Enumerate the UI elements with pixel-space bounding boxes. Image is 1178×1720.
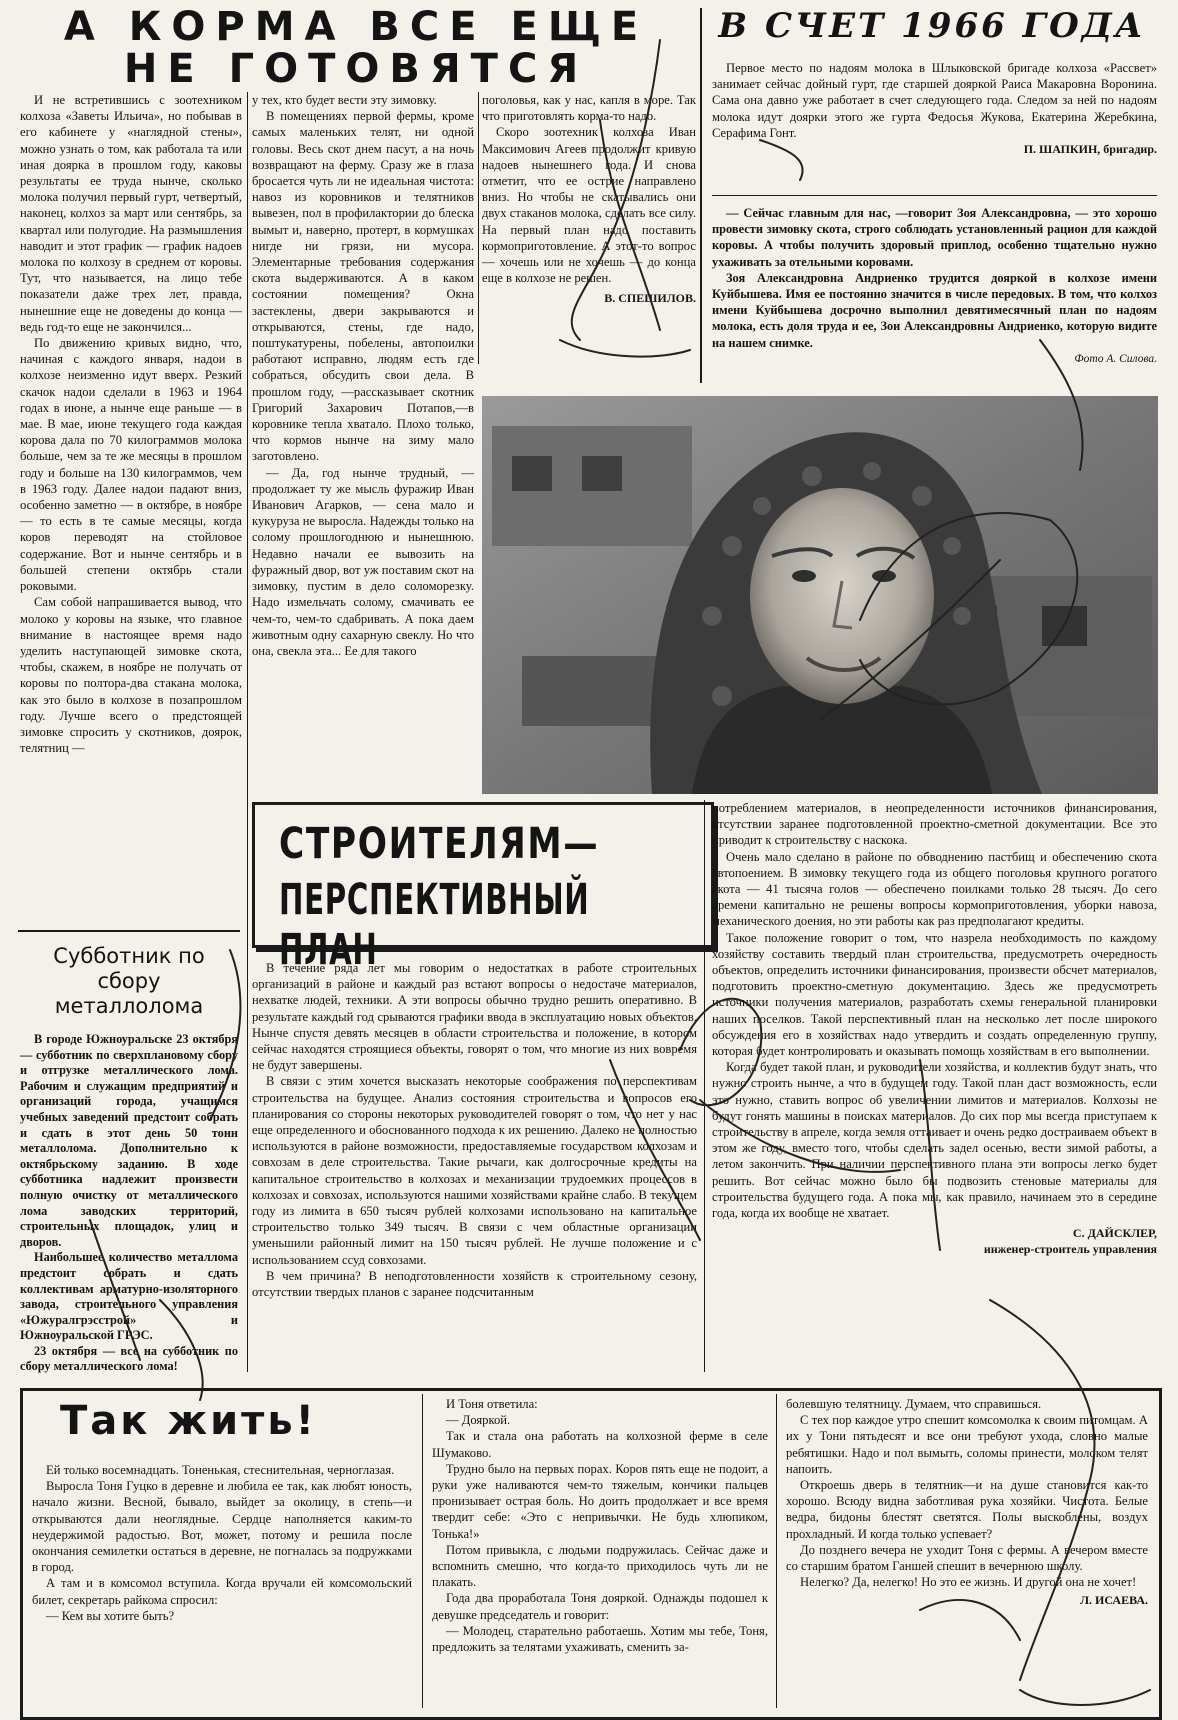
stroitelyam-headline-line2: ПЕРСПЕКТИВНЫЙ ПЛАН [279, 875, 590, 975]
column-rule [422, 1394, 423, 1708]
korma-headline [20, 6, 692, 90]
korma-column-1: И не встретившись с зоотехником колхоза «Заветы Ильича», но побывав в его кабинете у «наглядной стены», можно узнать о том, как работала та или иная доярка в прошлом году, каковы результаты ее труда нынче, сколько молока получил первый гурт, четвертый, наконец, колхоз за март или сентябрь, за квартал или полугодие. На размышления наводит и этот график — график надоев молока по колхозу в среднем от коровы. Тут, что называется, на лицо тебе показатели даже трех лет, правда, нынешние еще не доведены до конца — ведь год-то еще не закончился... По движению кривых видно, что, начиная с каждого января, надои в колхозе неизменно идут вверх. Резкий скачок надои сделали в 1963 и 1964 годах в июне, а нынче еще раньше — в мае. В мае, июне текущего года каждая корова дала по 70 килограммов молока больше, чем за те же месяцы в прошлом году и больше на 130 килограммов, чем в 1963 году. Далее надои падают вниз, особенно заметно — в октябре, в ноябре — то есть в те самые месяцы, когда коров переводят на стойловое содержание. Вот и нынче сентябрь и в большей степени октябрь стали роковыми. Сам собой напрашивается вывод, что молоко у коровы на языке, что главное внимание в настоящее время надо уделить наступающей зимовке скота, чтобы, скажем, в ноябре не получать от коровы по полтора-два стакана молока, как это было в колхозе в позапрошлом году. Лучше всего о предстоящей зимовке спросить у скотников, доярок, телятниц — [20, 93, 242, 756]
schet-headline: В СЧЕТ 1966 ГОДА [718, 6, 1146, 46]
column-rule [704, 800, 705, 1372]
schet-signature: П. ШАПКИН, бригадир. [1023, 142, 1157, 157]
korma-column-3: поголовья, как у нас, капля в море. Так что приготовлять корма-то надо. Скоро зоотехник колхоза Иван Максимович Агеев продолжит кривую надоев нынешнего года. И снова отметит, что ее острие направлено вниз. Но чтобы не скатывались они двух стаканов молока, сделать все силу. На первый план надо поставить кормоприготовление. А этот-то вопрос — хочешь или не хочешь — до конца еще в колхозе не решен. В. СПЕШИЛОВ. [482, 93, 696, 306]
korma-signature: В. СПЕШИЛОВ. [604, 291, 696, 306]
tak-headline: Так жить! [60, 1398, 317, 1444]
photo-credit: Фото А. Силова. [1074, 352, 1157, 365]
tak-column-3: болевшую телятницу. Думаем, что справишься. С тех пор каждое утро спешит комсомолка к своим питомцам. А их у Тони пятьдесят и все они требуют ухода, словно малые ребятишки. Надо и пол вымыть, соломы принести, молоком телят напоить. Откроешь дверь в телятник—и на душе становится как-то хорошо. Всюду видна заботливая рука хозяйки. Чистота. Белые ведра, бидоны блестят светятся. Полы выскоблены, воздух прохладный. И когда только успевает? До позднего вечера не уходит Тоня с фермы. А вечером вместе со старшим братом Ганшей спешит в вечернюю школу. Нелегко? Да, нелегко! Но это ее жизнь. И другой она не хочет! Л. ИСАЕВА. [786, 1397, 1148, 1608]
stroitelyam-column-2: потреблением материалов, в неопределенности источников финансирования, отсутствии заранее подготовленной проектно-сметной документации. Все это приводит к строительству с наскока. Очень мало сделано в районе по обводнению пастбищ и обеспечению скота автопоением. В зимовку текущего года из общего поголовья крупного рогатого скота — 41 тысяча голов — обеспечено поилками только 28 тысяч. До сего времени капитально не решены вопросы кормоприготовления, уборки навоза, механического доения, но эти работы как раз предполагают кредиты. Такое положение говорит о том, что назрела необходимость по каждому хозяйству составить твердый план строительства, предусмотреть очередность объектов, определить источники финансирования, произвести обсчет материалов, подготовить проектно-сметную документацию. Здесь же предусмотреть источники получения материалов, разработать схемы генеральной планировки наших поселков. Такой перспективный план на несколько лет после широкого обсуждения его в хозяйствах надо утвердить и создать определенную группу, которая будет контролировать и оказывать помощь хозяйствам в его выполнении. Когда будет такой план, и руководители хозяйства, и коллектив будут знать, что нужно строить нынче, а что в будущем году. Такой план даст возможность, если это нужно, ставить вопрос об увеличении лимитов и материалов. Колхозы не будут гонять машины в поисках материалов. До сих пор мы всегда приступаем к строительству в апреле, когда земля оттаивает и очень редко достраиваем объект в этом же году, вместо того, чтобы сделать задел осенью, вести зимой работы, а летом закончить. При наличии перспективного плана эти вопросы легко будет решить. Вот сейчас можно было бы подвозить стеновые материалы для строительства будущего года. А пока мы, как правило, начинаем это в середине года, когда их вообще не хватает. С. ДАЙСКЛЕР, инженер-строитель управления [712, 801, 1157, 1257]
stroitelyam-signature: С. ДАЙСКЛЕР, инженер-строитель управления [983, 1226, 1157, 1257]
subbotnik-body: В городе Южноуральске 23 октября— субботник по сверхплановому сбору и отгрузке металлического лома. Рабочим и служащим предприятий и организаций города, учащимся учебных заведений предстоит собрать и сдать в этот день 50 тонн металлолома. Дополнительно к октябрьскому заданию. В ходе субботника надлежит произвести полную очистку от металлического лома заводских территорий, строительных площадок, улиц и дворов. Наибольшее количество металлома предстоит собрать и сдать коллективам арматурно-изоляторного завода, строительного управления «Южуралгрэсстрой» и Южноуральской ГРЭС. 23 октября — все на субботник по сбору металлического лома! [20, 1032, 238, 1374]
milkmaid-photo [482, 396, 1158, 794]
column-rule [247, 92, 248, 1372]
tak-column-2: И Тоня ответила: — Дояркой. Так и стала она работать на колхозной ферме в селе Шумаково. Трудно было на первых порах. Коров пять еще не подоит, а руки уже наливаются чем-то тяжелым, кончики пальцев пронизывает острая боль. Но доить продолжает и все время твердит себе: «Это с непривычки. Не будь хлюпиком, Тонька!» Потом привыкла, с людьми подружилась. Сейчас даже и вспомнить смешно, что когда-то приходилось чуть ли не плакать. Года два проработала Тоня дояркой. Однажды подошел к девушке председатель и говорит: — Молодец, старательно работаешь. Хотим мы тебе, Тоня, предложить за телятами ухаживать, сменить за- [432, 1397, 768, 1655]
vertical-rule-top [700, 8, 702, 383]
stroitelyam-headline-box [252, 802, 714, 975]
korma-headline-line2: НЕ ГОТОВЯТСЯ [123, 46, 589, 92]
column-rule [478, 92, 479, 364]
tak-column-1: Ей только восемнадцать. Тоненькая, стеснительная, черноглазая. Выросла Тоня Гуцко в деревне и любила ее так, как любят юность, начало жизни. Весной, бывало, выйдет за околицу, в степь—и открываются дали неоглядные. Сердце наполняется каким-то неудержимой радостью. Вот, может, потому и решила после окончания семилетки остаться в деревне, не погналась за подружками в город. А там и в комсомол вступила. Когда вручали ей комсомольский билет, секретарь райкома спросил: — Кем вы хотите быть? [32, 1463, 412, 1623]
korma-headline-line1: А КОРМА ВСЕ ЕЩЕ [63, 4, 649, 50]
subbotnik-rule-top [18, 930, 240, 932]
tak-signature: Л. ИСАЕВА. [1080, 1593, 1148, 1608]
korma-column-2: у тех, кто будет вести эту зимовку. В помещениях первой фермы, кроме самых маленьких телят, ни одной головы. Весь скот днем пасут, а на ночь возвращают на ферму. Сразу же в глаза бросается чуть ли не идеальная чистота: навоз из коровников и телятников вывезен, пол в профилактории до блеска вымыт и, наверно, протерт, в кормушках нигде ни грязи, ни мусора. Элементарные требования содержания скота выдерживаются. А в каком состоянии помещения? Окна застеклены, двери закрываются и открываются, стены, где надо, поштукатурены, побелены, автопоилки работают исправно, людям есть где собраться, обсудить свои дела. В прошлом году, —рассказывает скотник Григорий Захарович Потапов,—в коровнике тепла хватало. Плохо только, что кормов нынче на зиму мало заготовлено. — Да, год нынче трудный, — продолжает ту же мысль фуражир Иван Иванович Агарков, — сена мало и кукуруза не выросла. Надежды только на солому прошлогоднюю и нынешнюю. Недавно начали ее вывозить на фуражный двор, вот уж поставим скот на зимовку, пустим в дело соломорезку. Надо измельчать солому, смачивать ее чем-то, чем-то сдабривать. А пока даем животным одну сахарную свеклу. Но что она, свекла эта... Ее для такого [252, 93, 474, 658]
section-rule [712, 195, 1157, 196]
stroitelyam-column-1: В течение ряда лет мы говорим о недостатках в работе строительных организаций в районе и каждый раз встают вопросы о недостаче материалов, нехватке людей, техники. А эти вопросы обычно трудно решить оперативно. В результате каждый год срываются графики ввода в эксплуатацию новых объектов. Нынче спустя девять месяцев в области строительства и положение, в котором сейчас находятся строящиеся объекты, говорят о том, что многие из них вовремя не будут завершены. В связи с этим хочется высказать некоторые соображения по перспективам строительства на будущее. Анализ состояния строительства и вопросов его планирования со стороны некоторых руководителей говорят о том, что нет у нас еще определенного и обоснованного подхода к их решению. Далеко не полностью используются в районе возможности, предоставляемые государством колхозам и совхозам в деле строительства. Такие рычаги, как долгосрочные кредиты на капитальное строительство в колхозах и механизации трудоемких процессов в колхозах и совхозах, используются нашими хозяйствами крайне слабо. В текущем году из лимита в 650 тысяч рублей колхозами использовано на капитальное строительство только 349 тысяч. В связи с чем областные организации уменьшили районный лимит на 150 тысяч рублей. Не лучше положение и с использованием ссуд совхозами. В чем причина? В неподготовленности хозяйств к строительному сезону, отсутствии твердых планов с заранее подсчитанным [252, 961, 697, 1300]
column-rule [776, 1394, 777, 1708]
subbotnik-title: Субботник по сбору металлолома [53, 944, 205, 1018]
photo-caption: — Сейчас главным для нас, —говорит Зоя Александровна, — это хорошо провести зимовку скота, строго соблюдать установленный рацион для каждой коровы. А чтобы получить здоровый приплод, особенно тщательно нужно ухаживать за отельными коровами. Зоя Александровна Андриенко трудится дояркой в колхозе имени Куйбышева. Имя ее постоянно значится в числе передовых. В том, что колхоз имени Куйбышева досрочно выполнил девятимесячный план по надоям молока, есть доля труда и ее, Зои Александровны Андриенко, которую видите на нашем снимке. Фото А. Силова. [712, 205, 1157, 367]
schet-body: Первое место по надоям молока в Шлыковской бригаде колхоза «Рассвет» занимает сейчас дойный гурт, где старшей дояркой Раиса Макаровна Воронина. Сама она давно уже работает в счет следующего года. Следом за ней по надоям молока идут доярки этого же гурта Федосья Жукова, Екатерина Жеребкина, Серафима Гонт. П. ШАПКИН, бригадир. [712, 61, 1157, 157]
stroitelyam-headline-line1: СТРОИТЕЛЯМ— [279, 819, 600, 869]
